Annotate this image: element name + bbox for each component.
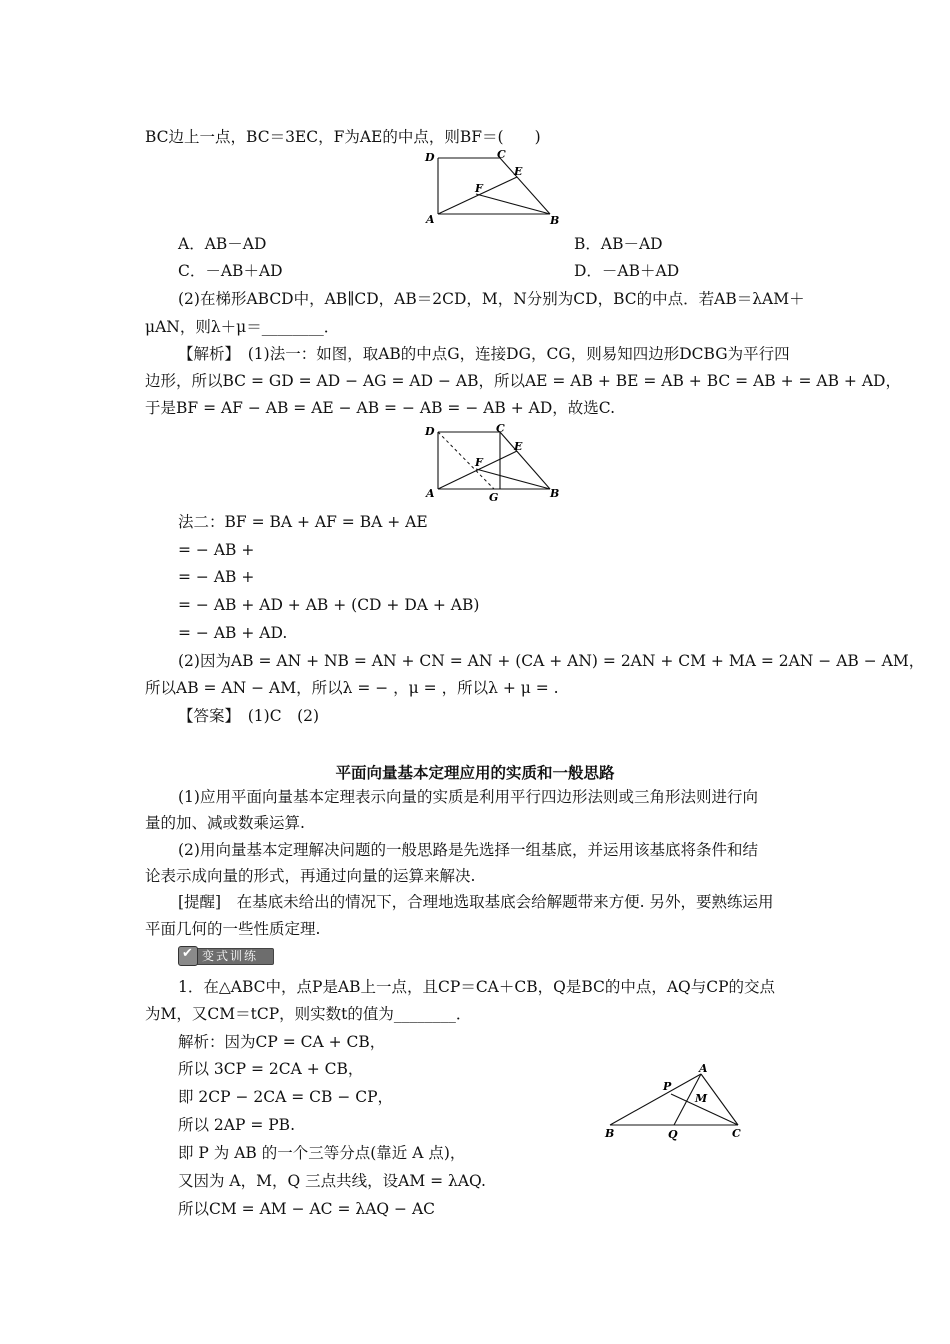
fig2-label-g: G (489, 491, 499, 504)
exercise-step-4: 所以 2AP = PB. (178, 1116, 295, 1134)
option-a: A．AB－AD (178, 235, 267, 253)
fig3-label-c: C (732, 1127, 741, 1140)
solution-part2-a: (2)因为AB = AN + NB = AN + CN = AN + (CA + AN) = 2AN + CM + MA = 2AN − AB − AM， (178, 652, 925, 670)
exercise-step-3: 即 2CP − 2CA = CB − CP， (178, 1088, 394, 1106)
fig1-label-c: C (497, 148, 506, 161)
fig3-label-q: Q (668, 1128, 678, 1141)
method2-line3: = − AB + (178, 568, 255, 586)
tip-line-b: 平面几何的一些性质定理. (145, 920, 321, 938)
exercise-step-6: 又因为 A，M，Q 三点共线，设AM = λAQ. (178, 1172, 486, 1190)
summary-heading: 平面向量基本定理应用的实质和一般思路 (335, 764, 615, 782)
fig3-label-p: P (663, 1080, 672, 1093)
triangle-figure (598, 1062, 758, 1144)
option-d: D．－AB＋AD (574, 262, 680, 280)
fig1-label-b: B (550, 214, 560, 227)
fig1-label-e: E (514, 165, 523, 178)
fig1-label-f: F (475, 182, 483, 195)
part2-line1: (2)在梯形ABCD中，AB∥CD，AB＝2CD，M，N分别为CD，BC的中点．若AB＝λAM＋ (178, 290, 805, 308)
solution-line2: 边形，所以BC = GD = AD − AG = AD − AB，所以AE = AB + BE = AB + BC = AB + = AB + AD， (145, 372, 901, 390)
answer-line: 【答案】 (1)C (2) (178, 707, 320, 725)
fig2-label-c: C (496, 422, 505, 435)
method2-line1: 法二：BF = BA + AF = BA + AE (178, 513, 428, 531)
fig3-label-a: A (699, 1062, 708, 1075)
problem-intro: BC边上一点，BC＝3EC，F为AE的中点，则BF＝( ) (145, 128, 541, 146)
exercise-step-7: 所以CM = AM − AC = λAQ − AC (178, 1200, 435, 1218)
exercise-badge (178, 946, 274, 965)
trapezoid-figure-2 (420, 420, 570, 506)
fig3-label-b: B (605, 1127, 615, 1140)
summary-p2a: (2)用向量基本定理解决问题的一般思路是先选择一组基底，并运用该基底将条件和结 (178, 841, 758, 859)
option-b: B．AB－AD (574, 235, 663, 253)
fig2-label-e: E (514, 440, 523, 453)
check-icon (178, 946, 198, 966)
exercise-badge-label: 变式训练 (202, 949, 259, 963)
fig2-label-d: D (425, 425, 435, 438)
fig2-label-f: F (475, 456, 483, 469)
solution-line3: 于是BF = AF − AB = AE − AB = − AB = − AB + AD，故选C. (145, 399, 616, 417)
exercise-step-5: 即 P 为 AB 的一个三等分点(靠近 A 点)， (178, 1144, 466, 1162)
fig2-label-b: B (550, 487, 560, 500)
part2-line2: μAN，则λ＋μ＝________． (145, 318, 340, 336)
solution-line1: 【解析】 (1)法一：如图，取AB的中点G，连接DG，CG，则易知四边形DCBG为平行四 (178, 345, 790, 363)
exercise-question-b: 为M，又CM＝tCP，则实数t的值为________． (145, 1005, 472, 1023)
solution-part2-b: 所以AB = AN − AM，所以λ = − ，μ = ，所以λ + μ = . (145, 679, 559, 697)
trapezoid-figure-1 (420, 146, 570, 228)
option-c: C．－AB＋AD (178, 262, 283, 280)
fig3-label-m: M (695, 1092, 708, 1105)
exercise-question-a: 1．在△ABC中，点P是AB上一点，且CP＝CA＋CB，Q是BC的中点，AQ与CP的交点 (178, 978, 776, 996)
method2-line4: = − AB + AD + AB + (CD + DA + AB) (178, 596, 480, 614)
fig1-label-a: A (426, 213, 435, 226)
method2-line2: = − AB + (178, 541, 255, 559)
fig1-label-d: D (425, 151, 435, 164)
method2-line5: = − AB + AD. (178, 624, 288, 642)
fig2-label-a: A (426, 487, 435, 500)
exercise-step-2: 所以 3CP = 2CA + CB， (178, 1060, 364, 1078)
tip-line-a: [提醒] 在基底未给出的情况下，合理地选取基底会给解题带来方便. 另外，要熟练运用 (178, 893, 774, 911)
exercise-step-1: 解析：因为CP = CA + CB， (178, 1033, 386, 1051)
summary-p1a: (1)应用平面向量基本定理表示向量的实质是利用平行四边形法则或三角形法则进行向 (178, 788, 758, 806)
summary-p1b: 量的加、减或数乘运算. (145, 814, 305, 832)
summary-p2b: 论表示成向量的形式，再通过向量的运算来解决. (145, 867, 476, 885)
